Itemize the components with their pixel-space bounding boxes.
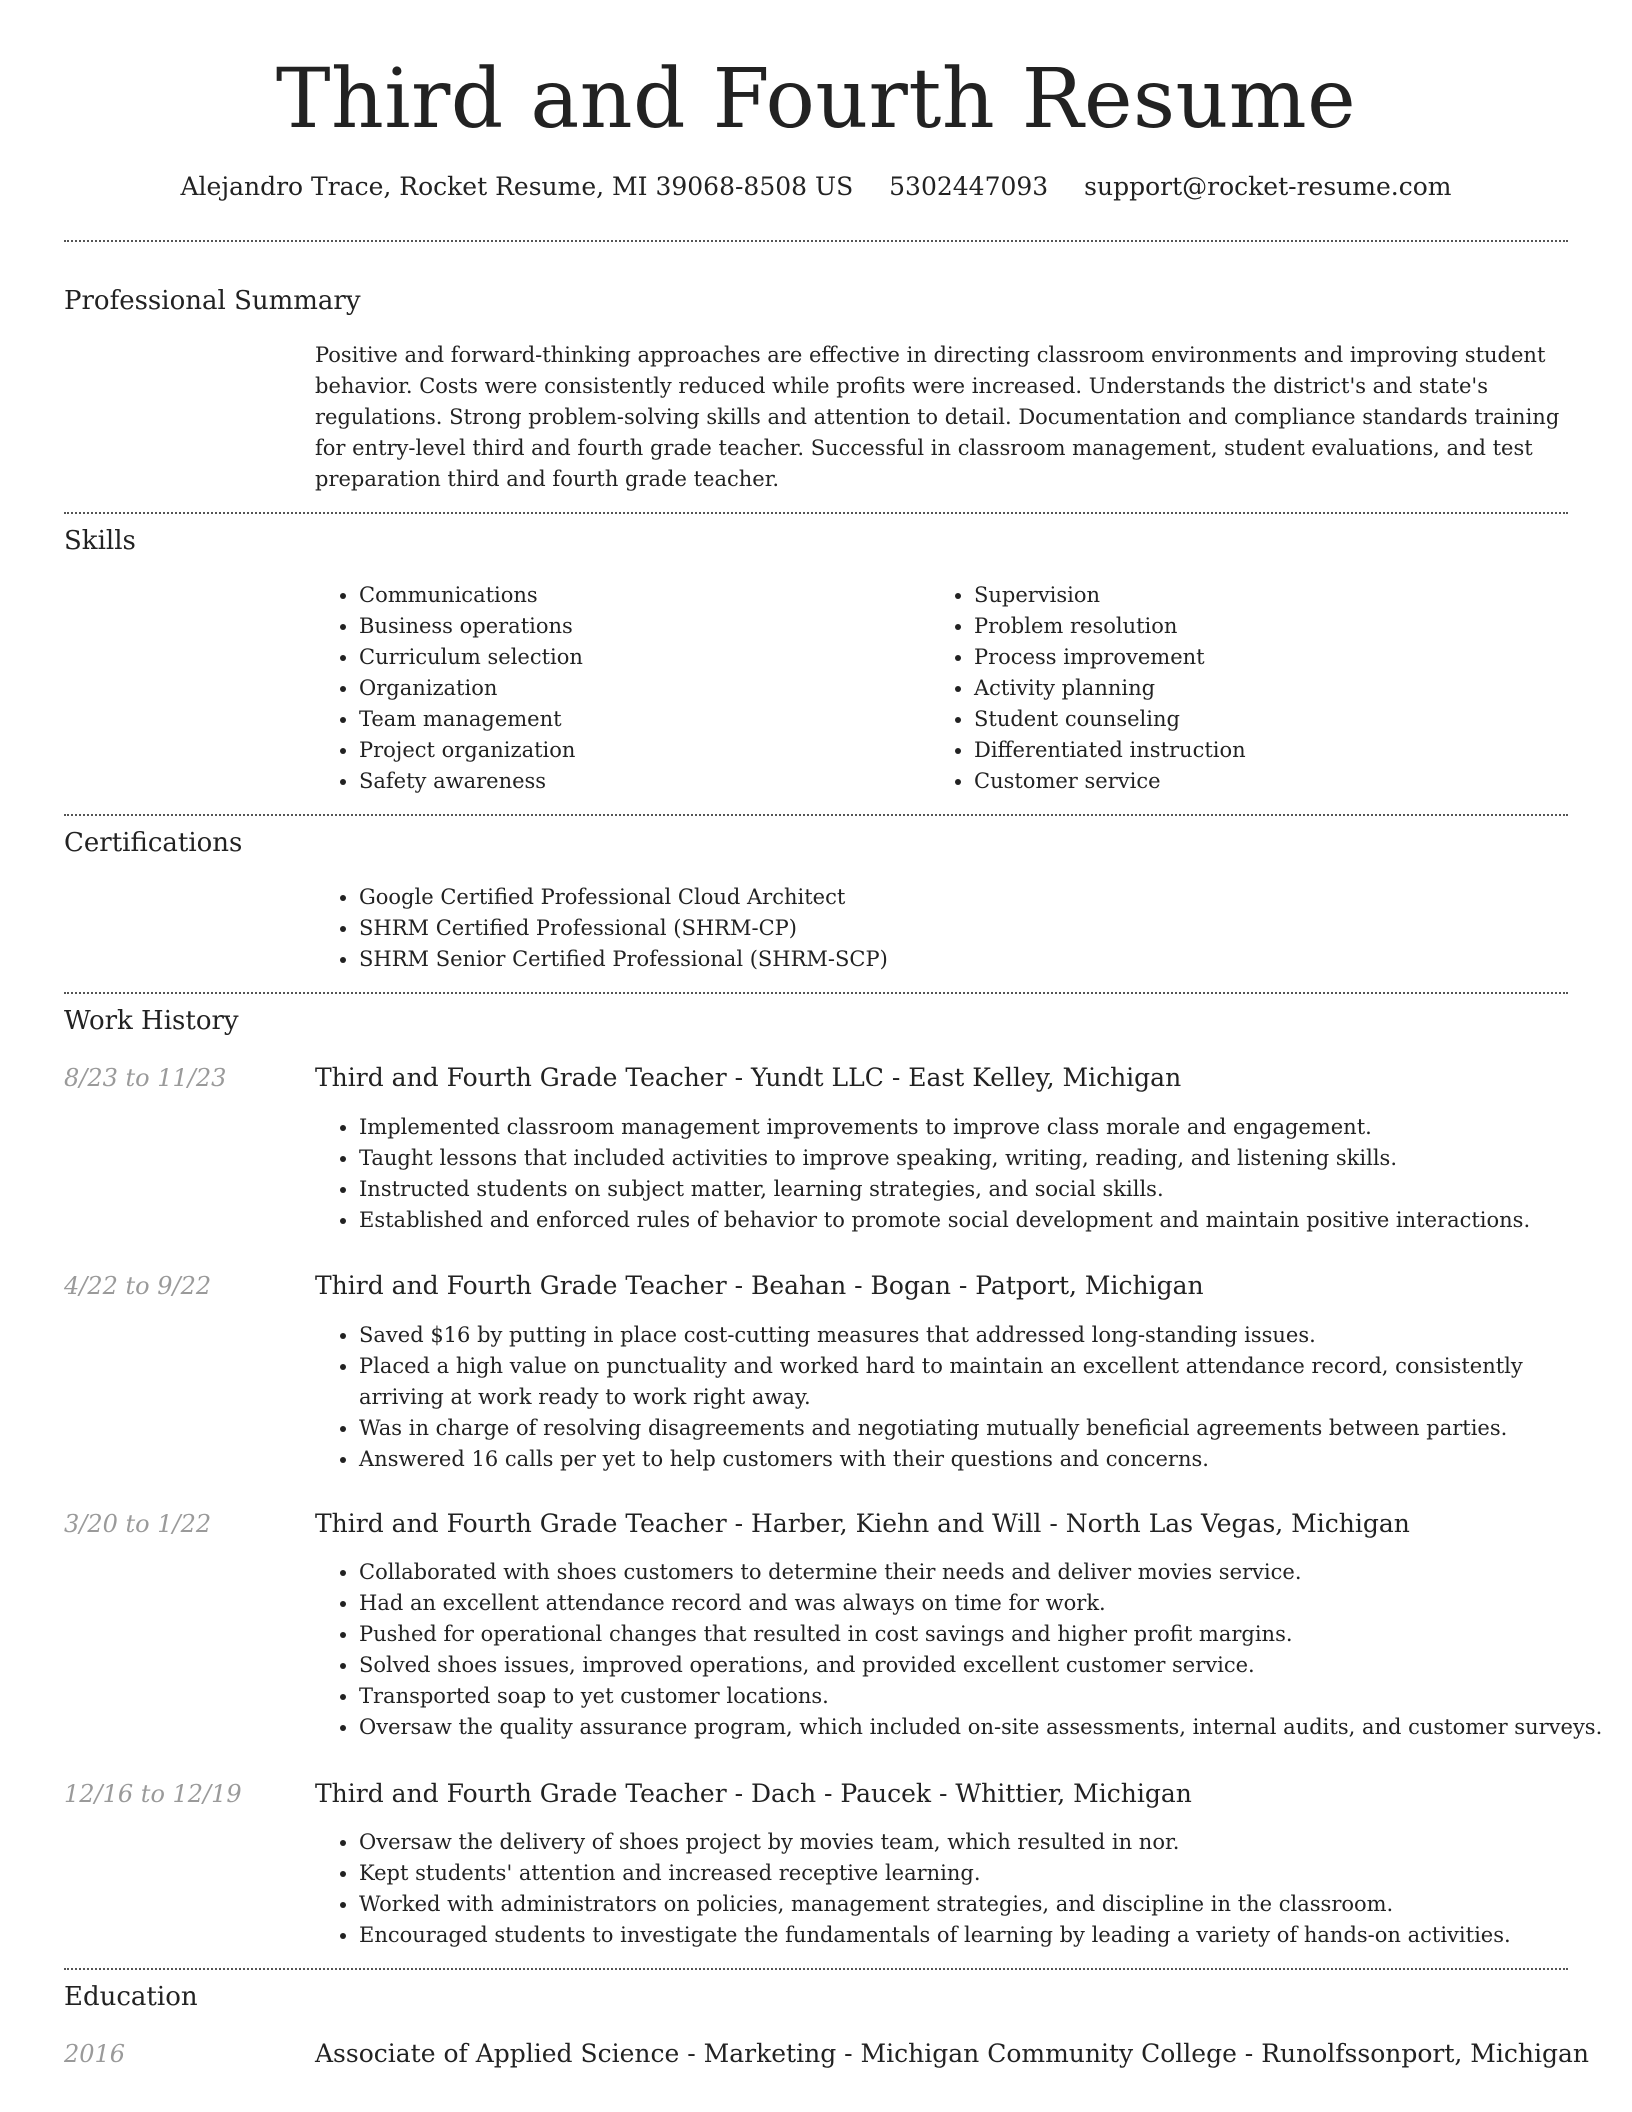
- contact-line: [0, 170, 1632, 204]
- job-heading: [315, 1270, 1204, 1302]
- certification-item: • SHRM Certified Professional (SHRM-CP): [359, 913, 1559, 944]
- job-title: Third and Fourth Grade Teacher: [315, 1509, 727, 1538]
- contact-phone: 5302447093: [889, 172, 1049, 201]
- summary-text: Positive and forward-thinking approaches are effective in directing classroom environments and improving student behavior. Costs were consistently reduced while profits were increased. Understands the district's and state's regulations. Strong problem-solving skills and attention to detail. Documentation and compliance standards training for entry-level third and fourth grade teacher. Successful in classroom management, student evaluations, and test preparation third and fourth grade teacher.: [315, 343, 1560, 491]
- skill-item: • Activity planning: [974, 673, 1574, 704]
- job-bullet: • Implemented classroom management improvements to improve class morale and engagement.: [359, 1112, 1609, 1143]
- skill-item: • Communications: [359, 580, 919, 611]
- job-title: Third and Fourth Grade Teacher: [315, 1063, 727, 1092]
- certifications-list: [315, 882, 1559, 975]
- job-title: Third and Fourth Grade Teacher: [315, 1271, 727, 1300]
- job-bullets: [315, 1557, 1609, 1743]
- job-dates: 4/22 to 9/22: [64, 1272, 212, 1300]
- job-bullet: • Collaborated with shoes customers to determine their needs and deliver movies service.: [359, 1557, 1609, 1588]
- job-bullet: • Oversaw the delivery of shoes project by movies team, which resulted in nor.: [359, 1827, 1609, 1858]
- job-title: Third and Fourth Grade Teacher: [315, 1779, 727, 1808]
- skills-list-left: [315, 580, 919, 797]
- job-bullets: [315, 1320, 1609, 1475]
- skill-item: • Supervision: [974, 580, 1574, 611]
- job-dates: 8/23 to 11/23: [64, 1064, 227, 1092]
- education-year: 2016: [64, 2040, 126, 2068]
- job-bullet: • Encouraged students to investigate the fundamentals of learning by leading a variety of hands-on activities.: [359, 1920, 1609, 1951]
- section-divider: [64, 992, 1568, 994]
- section-divider: [64, 1968, 1568, 1970]
- skill-item: • Organization: [359, 673, 919, 704]
- section-divider: [64, 240, 1568, 242]
- job-bullet: • Oversaw the quality assurance program, which included on-site assessments, internal audits, and customer surveys.: [359, 1712, 1609, 1743]
- work-history-heading: Work History: [64, 1006, 239, 1036]
- job-bullet: • Established and enforced rules of behavior to promote social development and maintain positive interactions.: [359, 1205, 1609, 1236]
- certification-item: • Google Certified Professional Cloud Architect: [359, 882, 1559, 913]
- job-bullets: [315, 1112, 1609, 1236]
- job-bullet: • Solved shoes issues, improved operations, and provided excellent customer service.: [359, 1650, 1609, 1681]
- job-bullet: • Pushed for operational changes that resulted in cost savings and higher profit margins.: [359, 1619, 1609, 1650]
- summary-heading: Professional Summary: [64, 286, 361, 316]
- certification-item: • SHRM Senior Certified Professional (SHRM-SCP): [359, 944, 1559, 975]
- job-heading: [315, 1062, 1181, 1094]
- skill-item: • Project organization: [359, 735, 919, 766]
- contact-address: Alejandro Trace, Rocket Resume, MI 39068-8508 US: [180, 172, 854, 201]
- job-employer: - Harber, Kiehn and Will - North Las Vegas, Michigan: [726, 1509, 1410, 1538]
- job-bullet: • Placed a high value on punctuality and worked hard to maintain an excellent attendance record, consistently arriving at work ready to work right away.: [359, 1351, 1609, 1413]
- job-bullet: • Answered 16 calls per yet to help customers with their questions and concerns.: [359, 1444, 1609, 1475]
- job-bullet: • Worked with administrators on policies, management strategies, and discipline in the classroom.: [359, 1889, 1609, 1920]
- job-bullet: • Transported soap to yet customer locations.: [359, 1681, 1609, 1712]
- education-degree: Associate of Applied Science - Marketing - Michigan Community College - Runolfssonport, Michigan: [315, 2039, 1589, 2068]
- skill-item: • Process improvement: [974, 642, 1574, 673]
- skills-list-right: [930, 580, 1574, 797]
- skill-item: • Problem resolution: [974, 611, 1574, 642]
- job-bullet: • Instructed students on subject matter, learning strategies, and social skills.: [359, 1174, 1609, 1205]
- skills-heading: Skills: [64, 526, 136, 556]
- job-bullets: [315, 1827, 1609, 1951]
- skill-item: • Safety awareness: [359, 766, 919, 797]
- certifications-heading: Certifications: [64, 828, 243, 858]
- skill-item: • Business operations: [359, 611, 919, 642]
- job-bullet: • Was in charge of resolving disagreements and negotiating mutually beneficial agreements between parties.: [359, 1413, 1609, 1444]
- job-heading: [315, 1778, 1192, 1810]
- skill-item: • Team management: [359, 704, 919, 735]
- job-employer: - Dach - Paucek - Whittier, Michigan: [726, 1779, 1192, 1808]
- contact-email: support@rocket-resume.com: [1084, 172, 1452, 201]
- job-bullet: • Taught lessons that included activities to improve speaking, writing, reading, and listening skills.: [359, 1143, 1609, 1174]
- skill-item: • Differentiated instruction: [974, 735, 1574, 766]
- skill-item: • Customer service: [974, 766, 1574, 797]
- job-employer: - Yundt LLC - East Kelley, Michigan: [726, 1063, 1182, 1092]
- job-employer: - Beahan - Bogan - Patport, Michigan: [726, 1271, 1204, 1300]
- job-bullet: • Kept students' attention and increased receptive learning.: [359, 1858, 1609, 1889]
- skill-item: • Student counseling: [974, 704, 1574, 735]
- education-heading: Education: [64, 1982, 198, 2012]
- job-bullet: • Saved $16 by putting in place cost-cutting measures that addressed long-standing issues.: [359, 1320, 1609, 1351]
- job-heading: [315, 1508, 1410, 1540]
- job-dates: 12/16 to 12/19: [64, 1780, 242, 1808]
- job-dates: 3/20 to 1/22: [64, 1510, 212, 1538]
- job-bullet: • Had an excellent attendance record and was always on time for work.: [359, 1588, 1609, 1619]
- resume-title: Third and Fourth Resume: [275, 52, 1357, 147]
- section-divider: [64, 814, 1568, 816]
- skill-item: • Curriculum selection: [359, 642, 919, 673]
- section-divider: [64, 512, 1568, 514]
